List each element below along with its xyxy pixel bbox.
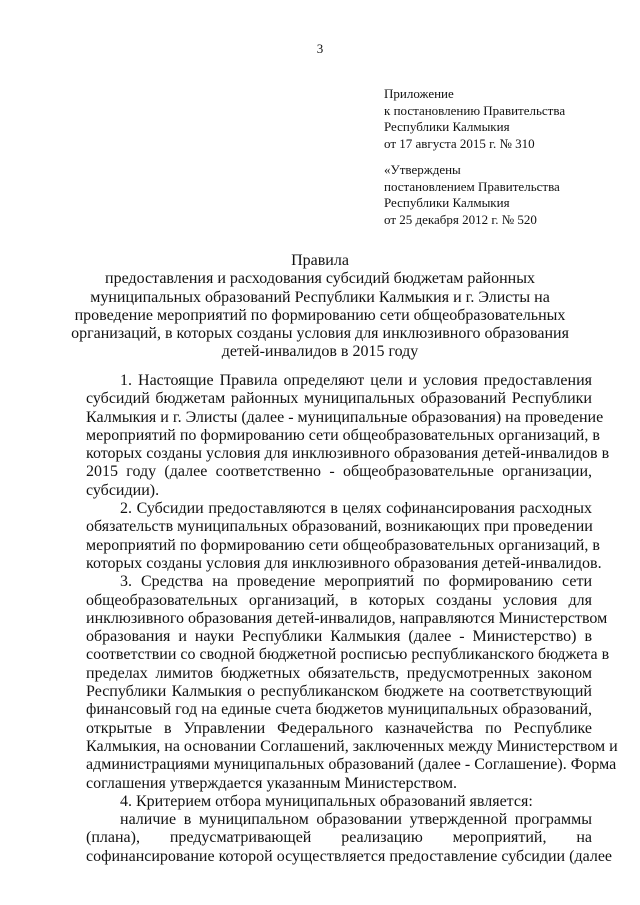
body-line: 2. Субсидии предоставляются в целях софинансирования расходных <box>120 500 592 518</box>
title-line: проведение мероприятий по формированию сети общеобразовательных <box>74 306 566 324</box>
body-line: соглашения утверждается указанным Министерством. <box>86 774 457 792</box>
document-title <box>0 252 640 362</box>
body-line: 3. Средства на проведение мероприятий по формированию сети <box>120 573 592 591</box>
approved-line: постановлением Правительства <box>384 178 560 194</box>
body-line: открытые в Управлении Федерального казначейства по Республике <box>86 719 592 737</box>
appendix-line: к постановлению Правительства <box>384 102 566 118</box>
title-line: предоставления и расходования субсидий бюджетам районных <box>105 270 535 288</box>
title-heading: Правила <box>291 252 349 269</box>
body-line: 4. Критерием отбора муниципальных образований является: <box>120 792 533 810</box>
appendix-line: Приложение <box>384 86 454 101</box>
document-body <box>86 372 618 866</box>
body-line: Калмыкия, на основании Соглашений, заключенных между Министерством и <box>86 737 618 755</box>
body-line: наличие в муниципальном образовании утвержденной программы <box>120 811 592 829</box>
body-line: которых созданы условия для инклюзивного образования детей-инвалидов. <box>86 554 602 572</box>
body-line: инклюзивного образования детей-инвалидов, направляются Министерством <box>86 609 608 627</box>
title-line: организаций, в которых созданы условия для инклюзивного образования <box>71 325 569 343</box>
appendix-line: от 17 августа 2015 г. № 310 <box>384 135 535 151</box>
body-line: мероприятий по формированию сети общеобразовательных организаций, в <box>86 426 600 444</box>
approved-line: «Утверждены <box>384 162 461 177</box>
body-line: субсидии). <box>86 481 160 499</box>
appendix-block <box>384 86 565 152</box>
appendix-line: Республики Калмыкия <box>384 119 510 134</box>
body-line: финансовый год на единые счета бюджетов муниципальных образований, <box>86 701 592 719</box>
body-line: мероприятий по формированию сети общеобразовательных организаций, в <box>86 536 600 554</box>
body-line: обязательств муниципальных образований, возникающих при проведении <box>86 518 593 536</box>
body-line: общеобразовательных организаций, в которых созданы условия для <box>86 591 592 609</box>
body-line: софинансирование которой осуществляется предоставление субсидии (далее <box>86 847 613 865</box>
body-line: которых созданы условия для инклюзивного образования детей-инвалидов в <box>86 445 610 463</box>
body-line: образования и науки Республики Калмыкия (далее - Министерство) в <box>86 628 592 646</box>
body-line: соответствии со сводной бюджетной росписью республиканского бюджета в <box>86 646 610 664</box>
body-line: 1. Настоящие Правила определяют цели и условия предоставления <box>120 372 592 389</box>
title-line: детей-инвалидов в 2015 году <box>221 343 419 361</box>
body-line: Республики Калмыкия о республиканском бюджете на соответствующий <box>86 683 592 701</box>
approved-line: от 25 декабря 2012 г. № 520 <box>384 211 537 227</box>
body-line: (плана), предусматривающей реализацию мероприятий, на <box>86 829 592 847</box>
title-line: муниципальных образований Республики Калмыкия и г. Элисты на <box>90 288 550 306</box>
body-line: Калмыкия и г. Элисты (далее - муниципальные образования) на проведение <box>86 408 604 426</box>
body-line: 2015 году (далее соответственно - общеобразовательные организации, <box>86 463 592 481</box>
body-line: администрациями муниципальных образований (далее - Соглашение). Форма <box>86 756 617 774</box>
page-number: 3 <box>316 41 324 56</box>
approved-line: Республики Калмыкия <box>384 195 510 210</box>
body-line: субсидий бюджетам районных муниципальных образований Республики <box>86 390 592 408</box>
approved-block <box>384 162 560 228</box>
body-line: пределах лимитов бюджетных обязательств, предусмотренных законом <box>86 664 592 682</box>
